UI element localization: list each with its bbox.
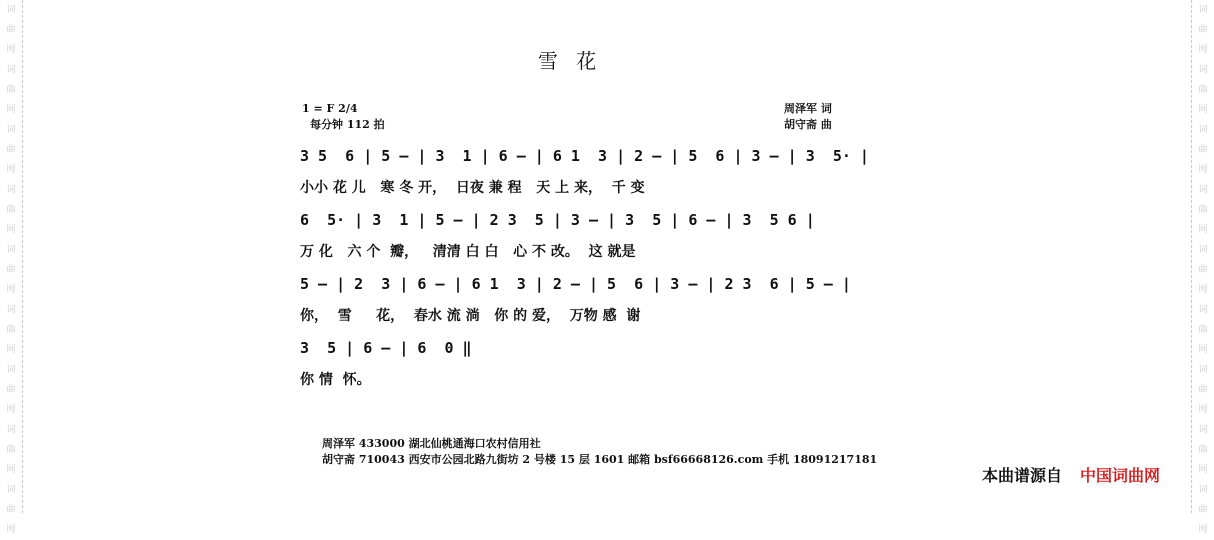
watermark-glyph: 词 xyxy=(6,245,16,255)
watermark-glyph: 词 xyxy=(6,5,16,15)
watermark-glyph: 曲 xyxy=(6,325,16,335)
watermark-glyph: 曲 xyxy=(6,145,16,155)
watermark-glyph: 网 xyxy=(1198,165,1208,175)
watermark-glyph: 曲 xyxy=(6,85,16,95)
watermark-glyph: 曲 xyxy=(1198,85,1208,95)
contact-footer xyxy=(322,436,877,468)
watermark-glyph: 词 xyxy=(1198,305,1208,315)
watermark-glyph: 词 xyxy=(1198,245,1208,255)
source-label: 本曲谱源自 xyxy=(982,466,1063,485)
watermark-glyph: 词 xyxy=(1198,365,1208,375)
watermark-glyph: 网 xyxy=(1198,405,1208,415)
tempo-info xyxy=(302,101,385,133)
watermark-glyph: 词 xyxy=(6,365,16,375)
watermark-glyph: 网 xyxy=(1198,105,1208,115)
left-watermark-strip xyxy=(0,0,23,535)
watermark-glyph: 曲 xyxy=(6,445,16,455)
watermark-glyph: 网 xyxy=(6,45,16,55)
watermark-glyph: 曲 xyxy=(6,385,16,395)
watermark-glyph: 词 xyxy=(6,125,16,135)
watermark-glyph: 词 xyxy=(6,65,16,75)
notes-line-4: 3 5 | 6 — | 6 0 ‖ xyxy=(300,339,472,357)
tempo-text: 每分钟 112 拍 xyxy=(310,118,385,131)
notes-line-2: 6 5· | 3 1 | 5 — | 2 3 5 | 3 — | 3 5 | 6 — | 3 5 6 | xyxy=(300,211,815,229)
watermark-glyph: 词 xyxy=(6,185,16,195)
watermark-glyph: 曲 xyxy=(6,505,16,515)
watermark-glyph: 曲 xyxy=(1198,445,1208,455)
watermark-glyph: 曲 xyxy=(6,265,16,275)
watermark-glyph: 曲 xyxy=(1198,145,1208,155)
composer-contact: 胡守斋 710043 西安市公园北路九街坊 2 号楼 15 层 1601 邮箱 bsf66668126.com 手机 18091217181 xyxy=(322,453,878,466)
lyrics-line-1: 小小 花 儿 寒 冬 开， 日夜 兼 程 天 上 来， 千 变 xyxy=(300,180,645,196)
watermark-glyph: 网 xyxy=(1198,45,1208,55)
watermark-glyph: 词 xyxy=(6,425,16,435)
notes-line-3: 5 — | 2 3 | 6 — | 6 1 3 | 2 — | 5 6 | 3 — | 2 3 6 | 5 — | xyxy=(300,275,851,293)
watermark-glyph: 网 xyxy=(1198,225,1208,235)
song-title: 雪 花 xyxy=(537,49,603,73)
watermark-glyph: 词 xyxy=(1198,425,1208,435)
composer: 胡守斋 曲 xyxy=(784,118,832,131)
watermark-glyph: 网 xyxy=(1198,525,1208,535)
watermark-glyph: 曲 xyxy=(1198,385,1208,395)
watermark-glyph: 网 xyxy=(6,105,16,115)
watermark-glyph: 网 xyxy=(6,285,16,295)
watermark-glyph: 网 xyxy=(6,525,16,535)
lyrics-line-4: 你 情 怀。 xyxy=(300,372,371,388)
watermark-glyph: 曲 xyxy=(6,205,16,215)
watermark-glyph: 曲 xyxy=(1198,505,1208,515)
watermark-glyph: 网 xyxy=(1198,345,1208,355)
watermark-glyph: 词 xyxy=(6,305,16,315)
watermark-glyph: 曲 xyxy=(6,25,16,35)
source-credit xyxy=(982,463,1160,486)
watermark-glyph: 曲 xyxy=(1198,265,1208,275)
watermark-glyph: 网 xyxy=(6,405,16,415)
watermark-glyph: 曲 xyxy=(1198,25,1208,35)
watermark-glyph: 网 xyxy=(1198,465,1208,475)
watermark-glyph: 网 xyxy=(1198,285,1208,295)
watermark-glyph: 词 xyxy=(1198,5,1208,15)
watermark-glyph: 网 xyxy=(6,225,16,235)
watermark-glyph: 词 xyxy=(6,485,16,495)
lyrics-line-3: 你， 雪 花， 春水 流 淌 你 的 爱， 万物 感 谢 xyxy=(300,308,641,324)
watermark-glyph: 曲 xyxy=(1198,205,1208,215)
jianpu-score xyxy=(300,144,869,400)
watermark-glyph: 网 xyxy=(6,345,16,355)
key-signature: 1 = F 2/4 xyxy=(302,102,358,115)
watermark-glyph: 词 xyxy=(1198,485,1208,495)
source-site-link[interactable]: 中国词曲网 xyxy=(1080,466,1161,485)
lyricist: 周泽军 词 xyxy=(784,102,832,115)
watermark-glyph: 词 xyxy=(1198,125,1208,135)
watermark-glyph: 词 xyxy=(1198,185,1208,195)
lyricist-contact: 周泽军 433000 湖北仙桃通海口农村信用社 xyxy=(322,437,541,450)
watermark-glyph: 曲 xyxy=(1198,325,1208,335)
lyrics-line-2: 万 化 六 个 瓣， 清清 白 白 心 不 改。 这 就是 xyxy=(300,244,636,260)
watermark-glyph: 网 xyxy=(6,465,16,475)
watermark-glyph: 词 xyxy=(1198,65,1208,75)
credits xyxy=(784,101,832,133)
notes-line-1: 3 5 6 | 5 — | 3 1 | 6 — | 6 1 3 | 2 — | 5 6 | 3 — | 3 5· | xyxy=(300,147,869,165)
watermark-glyph: 网 xyxy=(6,165,16,175)
right-watermark-strip xyxy=(1191,0,1214,535)
